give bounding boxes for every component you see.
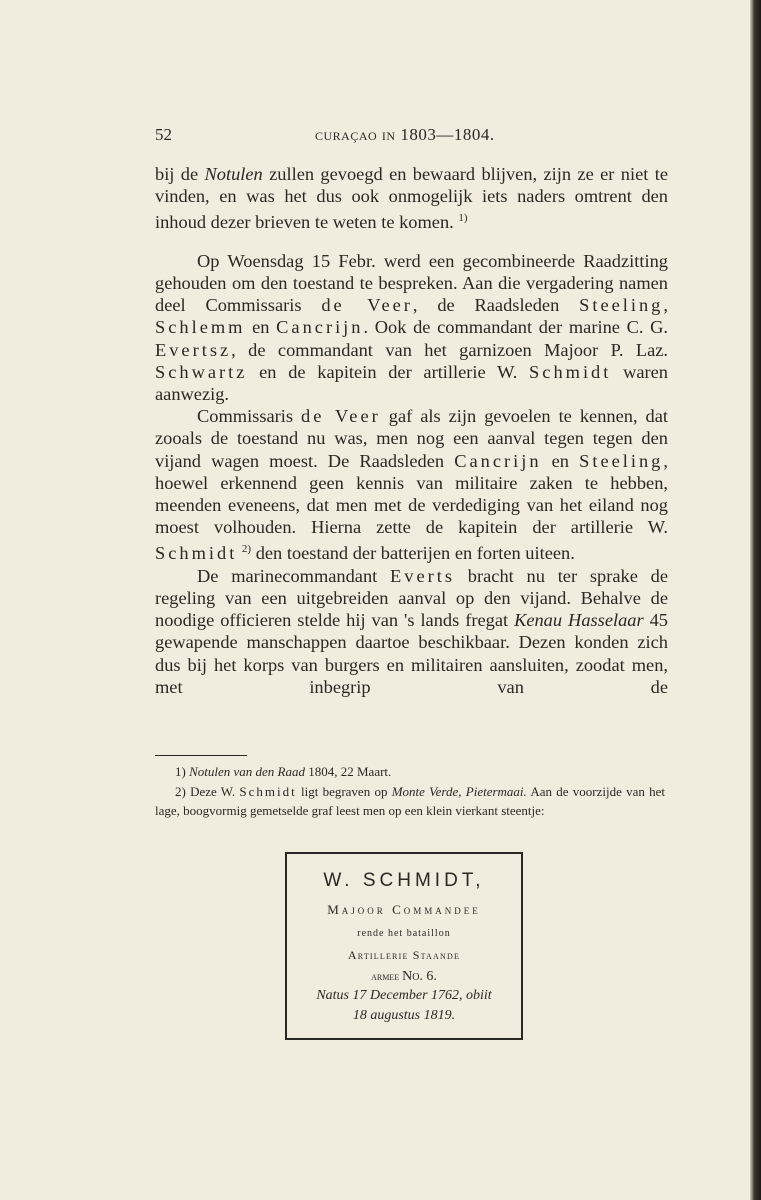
spaced-name: Schmidt [529, 361, 612, 382]
text-run: . Ook de commandant der marine C. G. [363, 317, 668, 338]
spaced-name: Cancrijn [276, 317, 364, 338]
footnote-number: 1) [175, 764, 186, 779]
grave-inscription-box [285, 852, 523, 1040]
text-run: Op Woensdag 15 Febr. werd een gecombineerde Raadzitting gehouden om den toestand te bespreken. Aan die vergadering namen deel Commissaris [155, 250, 668, 316]
inscription-branch: Artillerie Staande [347, 948, 461, 962]
text-run: en [245, 317, 277, 338]
text-run: bij de [155, 164, 205, 184]
running-title: curaçao in 1803—1804. [315, 125, 495, 144]
text-run: 45 gewapende manschappen daartoe beschikbaar. Dezen konden zich dus bij het korps van burgers en militairen aansluiten, zoodat men, met inbegrip van de [155, 610, 669, 697]
spaced-name: Schmidt [239, 783, 297, 799]
text-run: Aan de voorzijde van het lage, boogvormig gemetselde graf leest men op een klein vierkant steentje: [155, 783, 665, 818]
spaced-name: Steeling [579, 295, 664, 316]
text-run: , [663, 295, 668, 316]
page-number: 52 [155, 125, 172, 144]
spaced-name: Schmidt [155, 543, 238, 564]
footnote-ref: 2) [241, 543, 252, 556]
text-run: De marinecommandant [197, 565, 391, 586]
italic-ship-name: Kenau Hasselaar [514, 610, 644, 631]
text-run: Commissaris [197, 406, 302, 427]
text-run: ligt begraven op [296, 783, 392, 799]
text-run: gaf als zijn gevoelen te kennen, dat zooals de toestand nu was, men nog een aanval tegen tegen den vijand wagen moest. De Raadsleden [155, 406, 668, 471]
text-run: , de commandant van het garnizoen Majoor P. Laz. [231, 339, 668, 360]
book-edge [750, 0, 761, 1200]
text-run: den toestand der batterijen en forten uiteen. [251, 543, 575, 564]
spaced-name: de Veer [321, 295, 413, 316]
inscription-rank [287, 902, 521, 918]
inscription-death: 18 augustus 1819. [352, 1008, 456, 1023]
text-run: Deze W. [185, 783, 240, 799]
paragraph-3 [155, 405, 668, 565]
text-run: waren aanwezig. [155, 361, 668, 404]
paragraph-1 [155, 163, 668, 234]
footnotes [155, 762, 665, 821]
body-text [155, 163, 668, 698]
paragraph-2 [155, 250, 668, 405]
text-run: 1804, 22 Maart. [305, 764, 392, 779]
italic-title: Notulen [204, 164, 263, 184]
spaced-name: Cancrijn [454, 450, 542, 471]
text-run: Majoor Commandee [327, 902, 481, 917]
text-run: zullen gevoegd en bewaard blijven, zijn ze er niet te vinden, en was het dus ook onmogelijk iets naders omtrent den inhoud dezer brieven te weten te komen. [155, 164, 669, 233]
paragraph-4 [155, 565, 668, 698]
text-run: , hoewel erkennend geen kennis van militaire zaken te hebben, meenden eveneens, dat men met de verdediging van het eiland nog moest volhouden. Hierna zette de kapitein der artillerie W. [155, 450, 668, 538]
inscription-army [287, 969, 521, 985]
spaced-name: Everts [390, 565, 456, 586]
inscription-unit: rende het bataillon [357, 928, 451, 939]
spaced-name: Evertsz [155, 339, 232, 360]
text-run: , de Raadsleden [412, 295, 580, 316]
italic-source: Notulen van den Raad [189, 764, 305, 779]
running-head [155, 125, 675, 151]
footnote-2 [155, 782, 665, 821]
text-run: en [541, 450, 580, 471]
italic-place: Monte Verde, Pietermaai. [391, 783, 527, 799]
text-run: No. 6. [402, 969, 437, 984]
footnote-divider [155, 755, 247, 756]
footnote-number: 2) [175, 783, 186, 799]
inscription-name: W. SCHMIDT, [323, 870, 485, 891]
spaced-name: de Veer [301, 406, 381, 427]
inscription-rank-full [287, 854, 288, 855]
text-run: armee [371, 969, 403, 983]
spaced-name: Schwartz [155, 361, 248, 382]
text-run: bracht nu ter sprake de regeling van een uitgebreiden aanval op den vijand. Behalve de noodige officieren stelde hij van 's lands fregat [155, 565, 668, 631]
footnote-1 [155, 762, 665, 782]
footnote-ref: 1) [458, 212, 468, 225]
inscription-birth: Natus 17 December 1762, obiit [316, 988, 492, 1003]
text-run: en de kapitein der artillerie W. [247, 361, 530, 382]
spaced-name: Steeling [579, 450, 664, 471]
spaced-name: Schlemm [155, 317, 246, 338]
